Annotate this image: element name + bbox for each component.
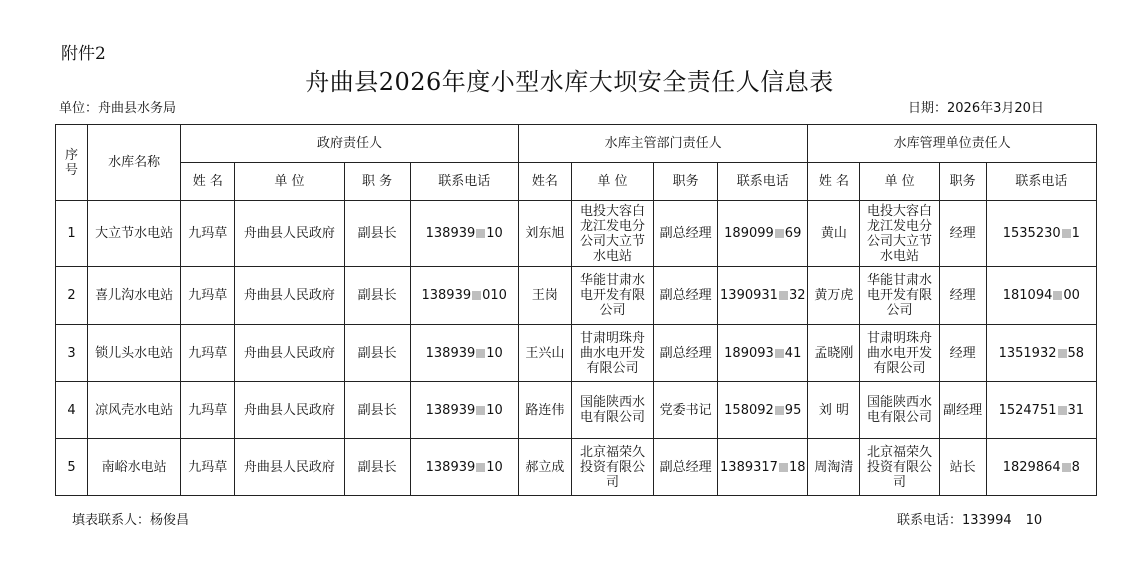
cell-gov-name: 九玛草	[181, 382, 235, 439]
footer-contact: 填表联系人：杨俊昌	[72, 513, 190, 528]
attachment-label: 附件2	[61, 44, 106, 64]
cell-gov-title: 副县长	[344, 325, 410, 382]
cell-mgmt-title: 经理	[939, 267, 986, 325]
cell-mgmt-phone: 1351932 58	[986, 325, 1096, 382]
cell-dept-unit: 华能甘肃水电开发有限公司	[571, 267, 653, 325]
cell-mgmt-unit: 电投大容白龙江发电分公司大立节水电站	[860, 201, 939, 267]
header-seq: 序号	[56, 125, 88, 201]
cell-dept-name: 王岗	[518, 267, 571, 325]
redaction-mark	[476, 463, 485, 472]
cell-mgmt-name: 周淘清	[808, 439, 860, 496]
cell-dept-phone: 1390931 32	[718, 267, 808, 325]
cell-mgmt-phone: 1535230 1	[986, 201, 1096, 267]
header-reservoir: 水库名称	[88, 125, 181, 201]
redaction-mark	[476, 349, 485, 358]
cell-mgmt-unit: 国能陕西水电有限公司	[860, 382, 939, 439]
cell-dept-phone: 189099 69	[718, 201, 808, 267]
cell-gov-phone: 138939 10	[410, 201, 518, 267]
redaction-mark	[1058, 406, 1067, 415]
cell-seq: 2	[56, 267, 88, 325]
cell-gov-phone: 138939 10	[410, 439, 518, 496]
cell-reservoir: 大立节水电站	[88, 201, 181, 267]
cell-reservoir: 锁儿头水电站	[88, 325, 181, 382]
redaction-mark	[1062, 463, 1071, 472]
cell-gov-unit: 舟曲县人民政府	[235, 382, 344, 439]
header-col: 职务	[654, 163, 718, 201]
cell-dept-unit: 电投大容白龙江发电分公司大立节水电站	[571, 201, 653, 267]
cell-gov-unit: 舟曲县人民政府	[235, 267, 344, 325]
cell-gov-phone: 138939 010	[410, 267, 518, 325]
cell-reservoir: 南峪水电站	[88, 439, 181, 496]
header-gov-group: 政府责任人	[181, 125, 519, 163]
header-col: 职 务	[344, 163, 410, 201]
date-line: 日期：2026年3月20日	[908, 101, 1044, 116]
header-col: 姓 名	[181, 163, 235, 201]
cell-gov-name: 九玛草	[181, 201, 235, 267]
cell-mgmt-name: 黄山	[808, 201, 860, 267]
redaction-mark	[775, 349, 784, 358]
cell-dept-name: 王兴山	[518, 325, 571, 382]
redaction-mark	[775, 406, 784, 415]
redaction-mark	[476, 406, 485, 415]
cell-mgmt-name: 黄万虎	[808, 267, 860, 325]
cell-seq: 1	[56, 201, 88, 267]
footer-phone: 联系电话：133994 10	[897, 513, 1043, 528]
header-col: 联系电话	[986, 163, 1096, 201]
table-row	[56, 325, 1097, 382]
redaction-mark	[1053, 291, 1062, 300]
cell-mgmt-name: 孟晓刚	[808, 325, 860, 382]
cell-gov-unit: 舟曲县人民政府	[235, 439, 344, 496]
table-row	[56, 439, 1097, 496]
cell-gov-unit: 舟曲县人民政府	[235, 325, 344, 382]
redaction-mark	[476, 229, 485, 238]
cell-gov-name: 九玛草	[181, 325, 235, 382]
redaction-mark	[472, 291, 481, 300]
header-col: 姓名	[518, 163, 571, 201]
header-col: 职务	[939, 163, 986, 201]
redaction-mark	[1062, 229, 1071, 238]
cell-seq: 4	[56, 382, 88, 439]
cell-dept-phone: 189093 41	[718, 325, 808, 382]
cell-gov-title: 副县长	[344, 382, 410, 439]
cell-gov-phone: 138939 10	[410, 325, 518, 382]
cell-mgmt-name: 刘 明	[808, 382, 860, 439]
cell-dept-name: 刘东旭	[518, 201, 571, 267]
header-col: 联系电话	[410, 163, 518, 201]
cell-dept-title: 副总经理	[654, 201, 718, 267]
cell-seq: 5	[56, 439, 88, 496]
cell-mgmt-title: 副经理	[939, 382, 986, 439]
table-row	[56, 382, 1097, 439]
cell-mgmt-unit: 华能甘肃水电开发有限公司	[860, 267, 939, 325]
cell-gov-title: 副县长	[344, 267, 410, 325]
header-col: 联系电话	[718, 163, 808, 201]
header-mgmt-group: 水库管理单位责任人	[808, 125, 1097, 163]
header-col: 姓 名	[808, 163, 860, 201]
table-row	[56, 201, 1097, 267]
cell-mgmt-unit: 北京福荣久投资有限公司	[860, 439, 939, 496]
unit-line: 单位：舟曲县水务局	[59, 101, 177, 116]
redaction-mark	[779, 291, 788, 300]
table-row	[56, 267, 1097, 325]
cell-mgmt-title: 经理	[939, 201, 986, 267]
header-col: 单 位	[235, 163, 344, 201]
redaction-mark	[779, 463, 788, 472]
cell-dept-name: 郝立成	[518, 439, 571, 496]
redaction-mark	[775, 229, 784, 238]
cell-seq: 3	[56, 325, 88, 382]
cell-reservoir: 喜儿沟水电站	[88, 267, 181, 325]
page-title: 舟曲县2026年度小型水库大坝安全责任人信息表	[305, 68, 834, 96]
cell-gov-name: 九玛草	[181, 267, 235, 325]
cell-gov-title: 副县长	[344, 439, 410, 496]
cell-mgmt-title: 经理	[939, 325, 986, 382]
redaction-mark	[1058, 349, 1067, 358]
responsibility-table	[55, 124, 1097, 496]
cell-dept-name: 路连伟	[518, 382, 571, 439]
cell-dept-title: 副总经理	[654, 325, 718, 382]
cell-mgmt-phone: 181094 00	[986, 267, 1096, 325]
header-row-columns	[56, 163, 1097, 201]
cell-mgmt-unit: 甘肃明珠舟曲水电开发有限公司	[860, 325, 939, 382]
cell-reservoir: 凉风壳水电站	[88, 382, 181, 439]
cell-gov-name: 九玛草	[181, 439, 235, 496]
cell-dept-unit: 国能陕西水电有限公司	[571, 382, 653, 439]
header-row-group	[56, 125, 1097, 163]
cell-dept-title: 副总经理	[654, 267, 718, 325]
cell-dept-unit: 北京福荣久投资有限公司	[571, 439, 653, 496]
header-dept-group: 水库主管部门责任人	[518, 125, 808, 163]
cell-gov-phone: 138939 10	[410, 382, 518, 439]
cell-dept-phone: 1389317 18	[718, 439, 808, 496]
cell-mgmt-phone: 1829864 8	[986, 439, 1096, 496]
cell-dept-unit: 甘肃明珠舟曲水电开发有限公司	[571, 325, 653, 382]
cell-gov-title: 副县长	[344, 201, 410, 267]
header-col: 单 位	[571, 163, 653, 201]
cell-mgmt-title: 站长	[939, 439, 986, 496]
cell-dept-title: 副总经理	[654, 439, 718, 496]
cell-gov-unit: 舟曲县人民政府	[235, 201, 344, 267]
cell-dept-phone: 158092 95	[718, 382, 808, 439]
cell-mgmt-phone: 1524751 31	[986, 382, 1096, 439]
cell-dept-title: 党委书记	[654, 382, 718, 439]
header-col: 单 位	[860, 163, 939, 201]
